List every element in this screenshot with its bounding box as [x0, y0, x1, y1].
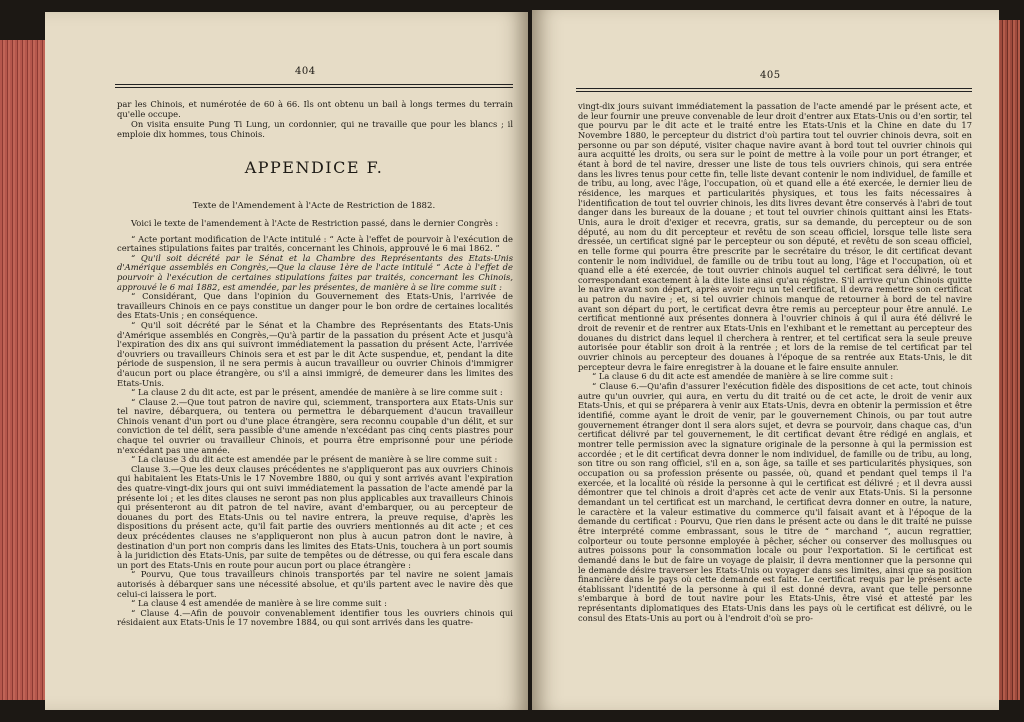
intro-paragraph: On visita ensuite Pung Ti Lung, un cordonnier, qui ne travaille que pour les blancs ; il emploie dix hommes, tous Chinois. [117, 118, 513, 139]
body-paragraph: “ Considérant, Que dans l'opinion du Gouvernement des Etats-Unis, l'arrivée de travailleurs Chinois en ce pays constitue un danger pour le bon ordre de certaines localités des Etats-Unis ; en conséquence. [117, 291, 513, 321]
page-number-right: 405 [760, 70, 781, 81]
page-edges-left [0, 40, 48, 700]
body-paragraph: “ Qu'il soit décrété par le Sénat et la Chambre des Représentants des Etats-Unis d'Amérique assemblés en Congrès,—Qu'à partir de la passation du présent Acte et jusqu'à l'expiration des dix ans qui suivront immédiatement la passation du présent Acte, l'arrivée d'ouvriers ou travailleurs Chinois sera et est par le dit Acte suspendue, et, pendant la dite période de suspension, il ne sera permis à aucun travailleur ou ouvrier Chinois d'immigrer d'aucun port ou place étrangère, ou s'il a ainsi immigré, de demeurer dans les limites des Etats-Unis. [117, 319, 513, 388]
left-intro [117, 100, 513, 140]
body-paragraph: “ Pourvu, Que tous travailleurs chinois transportés par tel navire ne soient jamais autorisés à débarquer sans une nécessité absolue, et qu'ils partent avec le navire dès que celui-ci laissera le port. [117, 569, 513, 599]
body-paragraph: “ La clause 4 est amendée de manière à se lire comme suit : [131, 598, 387, 609]
right-body [578, 102, 972, 623]
body-paragraph: Clause 3.—Que les deux clauses précédentes ne s'appliqueront pas aux ouvriers Chinois qui habitaient les Etats-Unis le 17 Novembre 1880, ou qui y sont arrivés avant l'expiration des quatre-vingt-dix jours qui ont suivi immédiatement la passation de l'acte amendé par la présente loi ; et les dites clauses ne seront pas non plus applicables aux travailleurs Chinois qui présenteront au dit patron de tel navire, avant d'embarquer, ou au percepteur de douanes du port des Etats-Unis ou tel navire entrera, la preuve requise, d'après les dispositions du présent acte, qu'il fait partie des ouvriers mentionnés au dit acte ; et ces deux précédentes clauses ne s'appliqueront non plus à aucun patron dont le navire, à destination d'un port non compris dans les limites des Etats-Unis, touchera à un port soumis à la juridiction des Etats-Unis, par suite de tempêtes ou de détresse, ou qui fera escale dans un port des Etats-Unis en route pour aucun port ou place étrangère : [117, 463, 513, 570]
left-body [117, 219, 513, 628]
body-paragraph: “ La clause 2 du dit acte, est par le présent, amendée de manière à se lire comme suit : [131, 387, 503, 398]
intro-paragraph: par les Chinois, et numérotée de 60 à 66. Ils ont obtenu un bail à longs termes du terrain qu'elle occupe. [117, 99, 513, 119]
right-page [532, 10, 999, 710]
header-rule-right [576, 88, 972, 92]
body-paragraph: Voici le texte de l'amendement à l'Acte de Restriction passé, dans le dernier Congrès : [131, 218, 499, 228]
body-paragraph: vingt-dix jours suivant immédiatement la passation de l'acte amendé par le présent acte, et de leur fournir une preuve convenable de leur droit d'entrer aux Etats-Unis ou d'en sortir, tel que pourvu par le dit acte et le traité entre les Etats-Unis et la Chine en date du 17 Novembre 1880, le percepteur du district d'où partira tout tel ouvrier chinois devra, soit en personne ou par son député, visiter chaque navire avant à bord tout tel ouvrier chinois qui aura acquitté les droits, ou sera sur le point de mettre à la voile pour un port étranger, et étant à bord de tel navire, dresser une liste de tous tels ouvriers chinois, qui sera entrée dans les livres tenus pour cette fin, telle liste devant contenir le nom individuel, de famille et de tribu, au long, avec l'âge, l'occupation, où et quand elle a été exercée, le dernier lieu de résidence, les marques et particularités physiques, et tous les faits nécessaires à l'identification de tout tel ouvrier chinois, les dits livres devant être conservés à l'abri de tout danger dans les bureaux de la douane ; et tout tel ouvrier chinois quittant ainsi les Etats-Unis, aura le droit d'exiger et recevra, gratis, sur sa demande, du percepteur ou de son député, au nom du dit percepteur et revêtu de son sceau officiel, lorsque telle liste sera dressée, un certificat signé par le percepteur ou son député, et revêtu de son sceau officiel, en telle forme qui pourra être prescrite par le secrétaire du trésor, le dit certificat devant contenir le nom individuel, de famille ou de tribu tout au long, l'âge et l'occupation, où et quand elle a été exercée, de tout ouvrier chinois auquel tel certificat sera délivré, le tout correspondant exactement à la dite liste ainsi qu'au régistre. S'il arrive qu'un Chinois quitte le navire avant son départ, après avoir reçu un tel certificat, il devra remettre son certificat au patron du navire ; et, si tel ouvrier chinois manque de retourner à bord de tel navire avant son départ du port, le certificat devra être remis au percepteur pour être annulé. Le certificat mentionné aux présentes donnera à l'ouvrier chinois à qui il aura été délivré le droit de revenir et de rentrer aux Etats-Unis en l'exhibant et le remettant au percepteur des douanes du district dans lequel il cherchera à rentrer, et tel certificat sera la seule preuve autorisée pour établir son droit à la rentrée ; et lors de la remise de tel certificat par tel ouvrier chinois au percepteur des douanes à l'époque de sa rentrée aux Etats-Unis, le dit percepteur devra le faire enregistrer à la douane et le faire ensuite annuler. [578, 101, 972, 372]
body-paragraph: “ Acte portant modification de l'Acte intitulé : “ Acte à l'effet de pourvoir à l'exécution de certaines stipulations faites par traités, concernant les Chinois, approuvé le 6 mai 1862. ” [117, 233, 513, 254]
body-paragraph: “ La clause 3 du dit acte est amendée par le présent de manière à se lire comme suit : [131, 454, 498, 465]
body-paragraph: “ La clause 6 du dit acte est amendée de manière à se lire comme suit : [592, 371, 894, 382]
header-rule-left [115, 84, 513, 88]
body-paragraph: “ Clause 4.—Afin de pouvoir convenablement identifier tous les ouvriers chinois qui résidaient aux Etats-Unis le 17 novembre 1884, ou qui sont arrivés dans les quatre- [117, 607, 513, 628]
body-paragraph: “ Qu'il soit décrété par le Sénat et la Chambre des Représentants des Etats-Unis d'Amérique assemblés en Congrès,—Que la clause 1ère de l'acte intitulé “ Acte à l'effet de pourvoir à l'exécution de certaines stipulations faites par traités, concernant les Chinois, approuvé le 6 mai 1882, est amendée, par les présentes, de manière à se lire comme suit : [117, 252, 513, 292]
left-page [45, 12, 528, 710]
appendix-title: APPENDICE F. [244, 158, 384, 177]
page-number-left: 404 [295, 66, 316, 77]
appendix-subtitle: Texte de l'Amendement à l'Acte de Restriction de 1882. [192, 201, 436, 211]
body-paragraph: “ Clause 2.—Que tout patron de navire qui, sciemment, transportera aux Etats-Unis sur tel navire, débarquera, ou tentera ou permettra le débarquement d'aucun travailleur Chinois venant d'un port ou d'une place étrangère, sera reconnu coupable d'un délit, et sur conviction de tel délit, sera passible d'une amende n'excédant pas cinq cents piastres pour chaque tel ouvrier ou travailleur Chinois, et pourra être emprisonné pour une période n'excédant pas une année. [117, 396, 513, 455]
body-paragraph: “ Clause 6.—Qu'afin d'assurer l'exécution fidèle des dispositions de cet acte, tout chinois autre qu'un ouvrier, qui aura, en vertu du dit traité ou de cet acte, le droit de venir aux Etats-Unis, et qui se préparera à venir aux Etats-Unis, devra en obtenir la permission et être identifié, comme ayant le droit de venir, par le gouvernement Chinois, ou par tout autre gouvernement étranger dont il sera alors sujet, et devra se pourvoir, dans chaque cas, d'un certificat délivré par tel gouvernement, le dit certificat devant être rédigé en anglais, et montrer telle permission avec la signature originale de la personne à qui la permission est accordée ; et le dit certificat devra donner le nom individuel, de famille ou de tribu, au long, son titre ou son rang officiel, s'il en a, son âge, sa taille et ses particularités physiques, son occupation ou sa profession présente ou passée, où, quand et pendant quel temps il l'a exercée, et la localité où réside la personne à qui le certificat est délivré ; et il devra aussi démontrer que tel chinois a droit d'après cet acte de venir aux Etats-Unis. Si la personne demandant un tel certificat est un marchand, le certificat devra donner en outre, la nature, le caractère et la valeur estimative du commerce qu'il faisait avant et à l'époque de la demande du certificat : Pourvu, Que rien dans le présent acte ou dans le dit traité ne puisse être interprété comme embrassant, sous le titre de “ marchand ”, aucun regrattier, colporteur ou toute personne employée à pêcher, sécher ou conserver des mollusques ou autres poissons pour la consommation locale ou pour l'exportation. Si le certificat est demandé dans le but de faire un voyage de plaisir, il devra mentionner que la personne qui le demande désire traverser les Etats-Unis ou voyager dans ses limites, ainsi que sa position financière dans le pays où cette demande est faite. Le certificat requis par le présent acte établissant l'identité de la personne à qui il est donné devra, avant que telle personne s'embarque à bord de tout navire pour les Etats-Unis, être visé et attesté par les représentants diplomatiques des Etats-Unis dans les pays où le certificat est délivré, ou le consul des Etats-Unis au port ou à l'endroit d'où se pro- [578, 381, 972, 623]
